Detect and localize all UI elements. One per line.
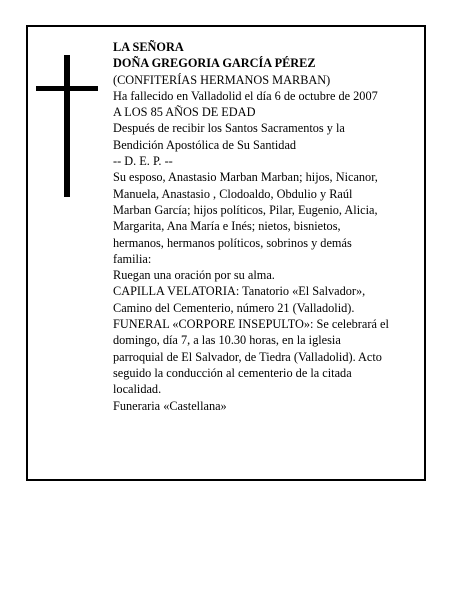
sacraments-line: Bendición Apostólica de Su Santidad [113,137,297,152]
death-date-line: Ha fallecido en Valladolid el día 6 de octubre de 2007 [113,88,378,103]
rip-line: -- D. E. P. -- [113,154,173,169]
latin-cross-icon [36,55,98,197]
wake-chapel-line: CAPILLA VELATORIA: Tanatorio «El Salvador», [113,284,366,299]
family-line: familia: [113,251,152,266]
wake-chapel-line: Camino del Cementerio, número 21 (Valladolid). [113,300,355,315]
family-line: hermanos, hermanos políticos, sobrinos y demás [113,235,352,250]
family-line: Su esposo, Anastasio Marban Marban; hijos, Nicanor, [113,170,378,185]
funeral-line: domingo, día 7, a las 10.30 horas, en la iglesia [113,333,341,348]
age-line: A LOS 85 AÑOS DE EDAD [113,105,256,120]
funeral-home-line: Funeraria «Castellana» [113,398,227,413]
family-line: Margarita, Ana María e Inés; nietos, bisnietos, [113,219,341,234]
cross-horizontal-bar [36,86,98,91]
family-line: Marban García; hijos políticos, Pilar, Eugenio, Alicia, [113,202,378,217]
prayer-request-line: Ruegan una oración por su alma. [113,268,275,283]
notice-title-line: LA SEÑORA [113,40,184,54]
family-line: Manuela, Anastasio , Clodoaldo, Obdulio y Raúl [113,186,353,201]
deceased-name: DOÑA GREGORIA GARCÍA PÉREZ [113,56,316,71]
affiliation-line: (CONFITERÍAS HERMANOS MARBAN) [113,72,331,87]
sacraments-line: Después de recibir los Santos Sacramentos y la [113,121,345,136]
funeral-line: localidad. [113,382,162,397]
obituary-text [113,39,425,414]
funeral-line: seguido la conducción al cementerio de la citada [113,365,352,380]
funeral-line: parroquial de El Salvador, de Tiedra (Valladolid). Acto [113,349,382,364]
cross-vertical-bar [64,55,70,197]
funeral-line: FUNERAL «CORPORE INSEPULTO»: Se celebrará el [113,317,389,332]
